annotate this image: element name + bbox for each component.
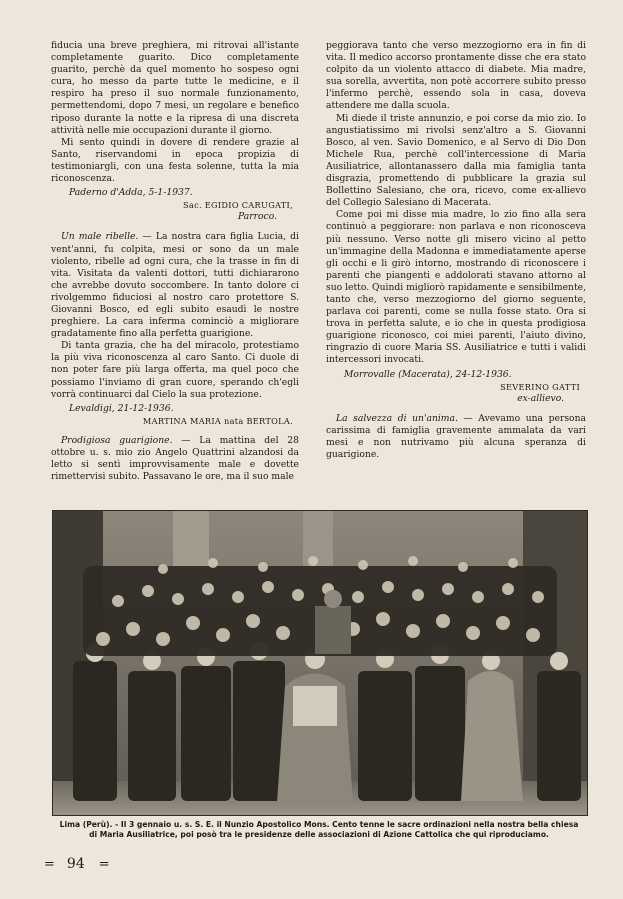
story-title: La salvezza di un'anima. <box>336 412 458 424</box>
ornament-left: = <box>44 856 53 872</box>
paragraph: Mi diede il triste annunzio, e poi corse da mio zio. Io angustiatissimo mi rivolsi senz'altro a S. Giovanni Bosco, al ven. Savio Domenico, e al Servo di Dio Don Michele Rua, perchè coll'intercessione di Maria Ausiliatrice, allontanassero dalla mia famiglia tanta disgrazia, promettendo di pubblicare la grazia sul Bollettino Salesiano, che ora, ricevo, come ex-allievo del Collegio Salesiano di Macerata. <box>326 112 586 209</box>
right-column <box>326 40 586 461</box>
story-text: — Avevamo una persona carissima di famiglia gravemente ammalata da vari mesi e non nutrivamo più alcuna speranza di guarigione. <box>326 412 586 461</box>
story-paragraph <box>51 231 299 340</box>
group-photo-illustration <box>53 511 587 815</box>
group-photograph <box>52 510 588 816</box>
signature-place-date: Morrovalle (Macerata), 24-12-1936. <box>344 368 512 380</box>
caption-place: Lima (Perù). <box>59 820 113 829</box>
signature-place-date: Levaldigi, 21-12-1936. <box>69 402 174 414</box>
paragraph: Come poi mi disse mia madre, lo zio fino alla sera continuò a peggiorare: non parlava e non riconosceva più nessuno. Verso notte gli misero vicino al petto un'immagine della Madonna e immediatamente aperse gli occhi e li girò intorno, mostrando di riconoscere i parenti che piangenti e addolorati stavano attorno al suo letto. Quindi migliorò rapidamente e sensibilmente, tanto che, verso mezzogiorno del giorno seguente, parlava coi parenti, come se nulla fosse stato. Ora si trova in perfetta salute, e io che in questa prodigiosa guarigione riconosco, coi miei parenti, l'aiuto divino, ringrazio di cuore Maria SS. Ausiliatrice e tutti i validi intercessori invocati. <box>326 209 586 366</box>
left-column <box>51 40 299 483</box>
signature-role: Parroco. <box>238 211 277 223</box>
story-paragraph <box>326 413 586 461</box>
photo-caption <box>56 820 582 841</box>
paragraph: Mi sento quindi in dovere di rendere grazie al Santo, riservandomi in epoca propizia di testimoniargli, con una festa solenne, tutta la mia riconoscenza. <box>51 136 299 185</box>
story-title: Un male ribelle. <box>61 231 139 243</box>
paragraph: peggiorava tanto che verso mezzogiorno era in fin di vita. Il medico accorso prontamente disse che era stato colpito da un violento attacco di diabete. Mia madre, sua sorella, avvertita, non potè accorrere subito presso l'infermo perchè, essendo sola in casa, doveva attendere me dalla scuola. <box>326 40 586 112</box>
story-paragraph <box>51 435 299 483</box>
signature-name: SEVERINO GATTI <box>500 381 580 392</box>
ornament-right: = <box>98 856 108 872</box>
story-text: — La nostra cara figlia Lucia, di vent'anni, fu colpita, mesi or sono da un male violento, ribelle ad ogni cura, che la trasse in fin di vita. Visitata da valenti dottori, tutti dichiararono che avrebbe dovuto soccombere. In tanto dolore ci rivolgemmo fiduciosi al nostro caro protettore S. Giovanni Bosco, ed egli subito esaudì le nostre preghiere. La cara inferma cominciò a migliorare gradatamente fino alla perfetta guarigione. <box>51 231 299 340</box>
page-footer <box>44 856 174 872</box>
signature-name: Sac. EGIDIO CARUGATI, <box>183 200 293 211</box>
story-title: Prodigiosa guarigione. <box>61 434 173 446</box>
signature-name: MARTINA MARIA nata BERTOLA. <box>142 415 293 426</box>
signature-role: ex-allievo. <box>517 392 564 404</box>
story-text: — La mattina del 28 ottobre u. s. mio zio Angelo Quattrini alzandosi da letto si sentì improvvisamente male e dovette rimettervisi subito. Passavano le ore, ma il suo male <box>51 434 299 483</box>
paragraph: fiducia una breve preghiera, mi ritrovai all'istante completamente guarito. Dico completamente guarito, perchè da quel momento ho sospeso ogni cura, ho messo da parte tutte le medicine, e il respiro ha preso il suo normale funzionamento, permettendomi, dopo 7 mesi, un regolare e benefico riposo durante la notte e la ripresa di una discreta attività nelle mie occupazioni durante il giorno. <box>51 40 299 136</box>
paragraph: Di tanta grazia, che ha del miracolo, protestiamo la più viva riconoscenza al caro Santo. Ci duole di non poter fare più larga offerta, ma quel poco che possiamo l'inviamo di gran cuore, sperando ch'egli vorrà continuarci dal Cielo la sua protezione. <box>51 340 299 400</box>
signature-row <box>326 369 586 381</box>
caption-text: - Il 3 gennaio u. s. S. E. il Nunzio Apostolico Mons. Cento tenne le sacre ordinazioni nella nostra bella chiesa di Maria Ausiliatrice, poi posò tra le presidenze delle associazioni di Azione Cattolica che qui riproduciamo. <box>89 820 579 840</box>
signature-place-date: Paderno d'Adda, 5-1-1937. <box>69 187 193 199</box>
page-number: 94 <box>66 856 85 872</box>
